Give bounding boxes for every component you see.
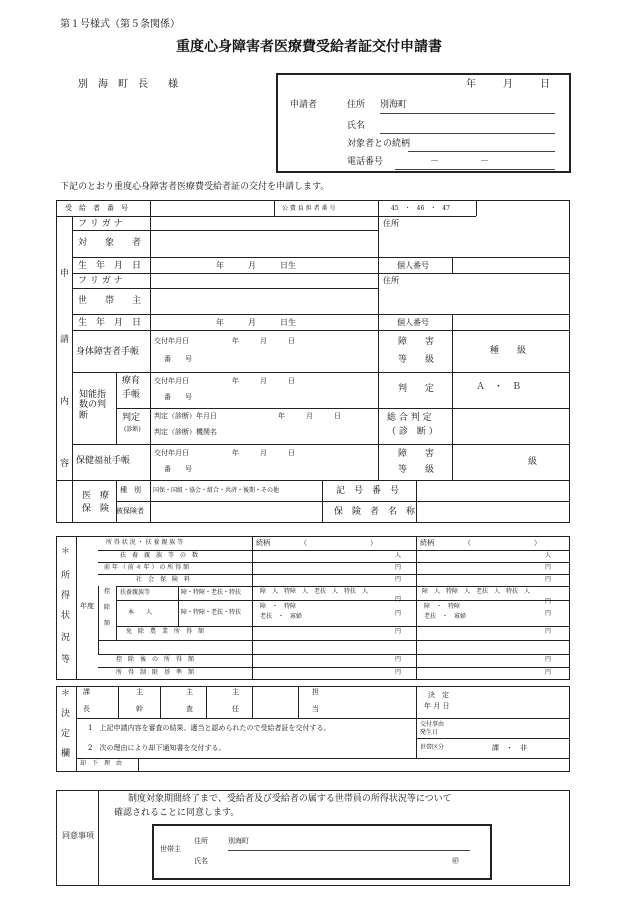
income-row-sub: 障・特障・老扶・特扶 [181,609,242,616]
koujo-label: 除 [104,604,111,611]
rejection-reason-field[interactable] [139,759,569,771]
welfare-book-label: 保健福祉手帳 [76,456,131,466]
zokugara-label: 続柄 [420,539,434,547]
judgment-label: 判定 [122,413,141,423]
consent-name-label: 氏名 [194,857,208,865]
unit-label: 円 [545,656,552,663]
income-row-label: 扶 養 親 族 等 の 数 [120,552,199,559]
applicant-address-value[interactable]: 別海町 [380,100,408,110]
unit-label: 円 [395,628,402,635]
judgment-date-label: 判定（診断）年月日 [154,412,217,420]
income-side-label: ＊ [61,547,71,557]
addressee: 別 海 町 長 様 [78,79,178,90]
applicant-name-field[interactable] [380,133,555,134]
decision-side-label: 定 [61,729,71,739]
decision-side-label: 決 [61,709,71,719]
applicant-label: 申請者 [290,100,318,110]
unit-label: 円 [545,669,552,676]
judgment-org-label: 判定（診断）機関名 [154,428,217,436]
public-no-label: 公 費 負 担 者 番 号 [282,205,336,212]
grade-label: 等 級 [398,465,435,475]
disability-label: 障 害 [398,337,435,347]
ryouiku-label: 手帳 [122,390,141,400]
consent-text: 制度対象期間終了まで、受給者及び受給者の属する世帯員の所得状況等について [128,794,452,804]
koujo-label: 控 [104,588,111,595]
mynumber-label: 個人番号 [397,318,429,327]
relation-field[interactable] [408,151,555,152]
subject-label: 対 象 者 [78,238,142,248]
phone-field[interactable] [395,169,555,170]
hantei-label: 判 定 [398,384,435,394]
unit-label: 円 [545,576,552,583]
income-row-label: 控 除 後 の 所 得 額 [116,656,195,663]
stamp-label: 主 [232,688,239,696]
householder-label: 世 帯 主 [78,296,142,306]
stamp-label: 担 [312,688,319,696]
mynumber-label: 個人番号 [397,261,429,270]
issue-date-ymd: 年 月 日 [232,377,295,385]
intellectual-label: 知能指数の判断 [79,390,107,421]
mynumber-field[interactable] [453,258,569,272]
physical-book-label: 身体障害者手帳 [76,347,140,357]
unit-label: 円 [395,656,402,663]
consent-address-value[interactable]: 別海町 [228,837,249,845]
decision-side-label: ＊ [61,689,71,699]
unit-label: 円 [395,610,402,617]
subject-address-label: 住所 [383,219,399,228]
ryouiku-label: 療育 [122,376,141,386]
income-row-label: 所 得 状 況 ・ 扶 養 親 族 等 [106,539,184,546]
unit-label: 円 [545,564,552,571]
judgment-date-ymd: 年 月 日 [278,412,341,420]
ab-options[interactable]: Ａ ・ Ｂ [476,382,522,392]
unit-label: 円 [395,564,402,571]
decision-option-1[interactable]: 1 上記申請内容を審査の結果、適当と認められたので受給者証を交付する。 [88,724,331,732]
kind-label: 種 別 [120,486,141,494]
consent-name-field[interactable] [228,855,448,869]
medical-label: 保 険 [82,504,110,514]
dob-value: 年 月 日生 [216,318,296,327]
honnin-detail: 障 ・ 特障 [424,603,461,610]
issue-date-label: 交付年月日 [154,377,189,385]
furigana-label: フ リ ガ ナ [78,219,123,229]
sougou-label: 総 合 判 定 [387,413,432,423]
setainushi-label: 世帯主 [160,845,181,853]
honnin-detail: 老扶 ・ 寡婦 [424,613,467,620]
koujo-label: 額 [104,620,111,627]
stamp-label: 課 [83,688,90,696]
income-side-label: 況 [61,633,71,643]
public-no-value: 45 ・ 46 ・ 47 [391,205,450,212]
income-row-label: 本 人 [128,609,153,616]
householder-sign-box [152,824,492,880]
kouhu-label: 発生日 [420,729,439,736]
applicant-name-label: 氏名 [347,121,366,131]
date-month: 月 [503,79,513,90]
stamp-label: 長 [83,705,90,713]
income-side-label: 状 [61,611,71,621]
decision-option-2[interactable]: 2 次の理由により却下通知書を交付する。 [88,744,226,752]
dob-value: 年 月 日生 [216,261,296,270]
honnin-detail: 障 ・ 特障 [260,603,297,610]
number-label: 番 号 [164,465,192,473]
income-side-label: 所 [61,571,71,581]
setai-label: 世帯区分 [420,744,445,751]
disability-label: 障 害 [398,449,435,459]
unit-label: 円 [545,610,552,617]
side-label: 容 [60,459,70,469]
zokugara-field[interactable]: （ ） [464,539,541,547]
honnin-detail: 老扶 ・ 寡婦 [260,613,303,620]
income-row-label: 扶養親族等 [120,589,151,596]
setai-options[interactable]: 課 ・ 非 [492,744,527,752]
form-number: 第１号様式（第５条関係） [60,19,180,30]
relation-label: 対象者との続柄 [347,139,411,149]
recipient-no-label: 受 給 者 番 号 [65,204,128,212]
unit-label: 円 [395,669,402,676]
decision-side-label: 欄 [61,749,71,759]
income-side-label: 得 [61,591,71,601]
stamp-label: 当 [312,705,319,713]
rejection-reason-label: 却 下 理 由 [80,760,123,767]
date-day: 日 [540,79,550,90]
dob-label: 生 年 月 日 [78,318,142,328]
income-side-label: 等 [61,655,71,665]
phone-label: 電話番号 [347,157,384,167]
intro-text: 下記のとおり重度心身障害者医療費受給者証の交付を申請します。 [60,182,330,192]
subject-name-field[interactable] [151,231,377,256]
fuyou-detail: 障 人 特障 人 老扶 人 特扶 人 [422,588,531,595]
income-row-label: 免 除 農 業 所 得 額 [126,628,205,635]
kind-grade: 種 級 [490,346,527,356]
phone-separator: － [480,157,490,167]
kind-options[interactable]: 国保・国組・協会・組合・共済・後期・その他 [153,487,280,494]
applicant-box [276,73,571,173]
stamp-label: 幹 [136,705,143,713]
date-year: 年 [466,79,476,90]
number-label: 番 号 [164,355,192,363]
unit-label: 人 [545,552,552,559]
issue-date-ymd: 年 月 日 [232,337,295,345]
welfare-kyuu: 級 [528,457,538,467]
unit-label: 人 [395,552,402,559]
side-label: 内 [60,397,70,407]
unit-label: 円 [545,628,552,635]
issue-date-ymd: 年 月 日 [232,449,295,457]
consent-address-label: 住所 [194,837,208,845]
householder-name-field[interactable] [151,289,377,313]
unit-label: 円 [545,598,552,605]
nendo-label: 年度 [80,602,94,610]
decision-date-label: 決 定 [428,691,449,699]
number-label: 番 号 [164,393,192,401]
consent-text: 確認されることに同意します。 [114,808,240,818]
sougou-label: （ 診 断 ） [387,427,438,437]
dob-label: 生 年 月 日 [78,261,142,271]
seal-icon: ㊞ [452,857,459,865]
document-title: 重度心身障害者医療費受給者証交付申請書 [176,39,442,55]
phone-separator: － [430,157,440,167]
furigana-label: フ リ ガ ナ [78,276,123,286]
applicant-address-label: 住所 [347,100,366,110]
zokugara-field[interactable]: （ ） [300,539,377,547]
issue-date-label: 交付年月日 [154,337,189,345]
unit-label: 円 [395,596,402,603]
kouhu-label: 交付事由 [420,721,445,728]
income-row-label: 前 年 （ 前 々 年 ） の 所 得 額 [104,564,190,571]
income-row-label: 所 得 制 限 基 準 額 [116,669,195,676]
medical-label: 医 療 [82,491,110,501]
income-row-label: 社 会 保 険 料 [136,576,191,583]
symbol-no-label: 記 号 番 号 [336,486,400,496]
consent-label: 同意事項 [62,831,94,840]
judgment-label: (診断) [124,426,141,433]
stamp-label: 任 [232,705,239,713]
insurer-label: 保 険 者 名 称 [334,507,416,517]
fuyou-detail: 障 人 特障 人 老扶 人 特扶 人 [260,588,369,595]
side-label: 申 [60,269,70,279]
income-row-sub: 障・特障・老扶・特扶 [181,589,242,596]
grade-label: 等 級 [398,355,435,365]
zokugara-label: 続柄 [256,539,270,547]
stamp-label: 主 [136,688,143,696]
householder-address-label: 住所 [383,276,399,285]
recipient-no-field[interactable] [151,201,273,215]
stamp-label: 主 [186,688,193,696]
stamp-label: 査 [186,705,193,713]
insured-label: 被保険者 [116,507,144,515]
decision-date-label: 年 月 日 [424,702,450,710]
unit-label: 円 [395,576,402,583]
issue-date-label: 交付年月日 [154,449,189,457]
side-label: 請 [60,335,70,345]
